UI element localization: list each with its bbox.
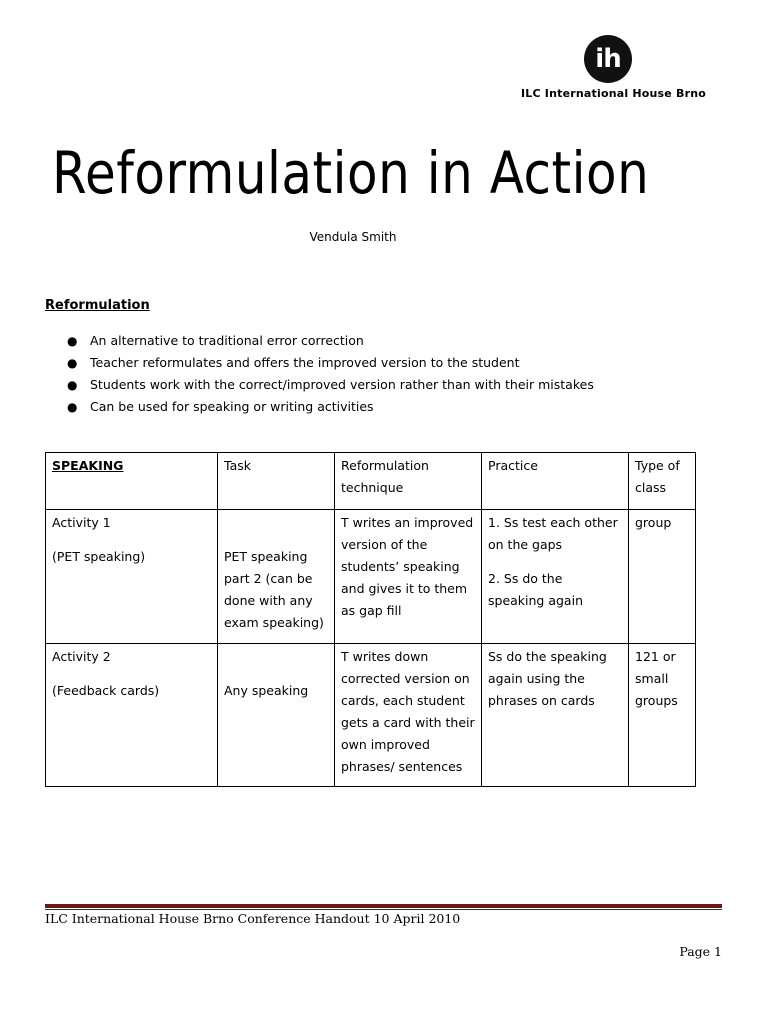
speaking-table [45, 452, 696, 787]
table-row [46, 644, 696, 787]
bullet-icon: ● [67, 334, 78, 348]
bullet-list [45, 330, 594, 418]
table-cell: Any speaking [218, 644, 335, 787]
table-cell: T writes down corrected version on cards, each student gets a card with their own improved phrases/ sentences [335, 644, 482, 787]
table-cell: T writes an improved version of the students’ speaking and gives it to them as gap fill [335, 510, 482, 644]
table-cell: Activity 1 (PET speaking) [46, 510, 218, 644]
author-name: Vendula Smith [309, 230, 397, 244]
table-cell: Activity 2 (Feedback cards) [46, 644, 218, 787]
table-header: SPEAKING [46, 453, 218, 510]
table-cell: Ss do the speaking again using the phrases on cards [482, 644, 629, 787]
table-header: Type of class [629, 453, 696, 510]
bullet-item: ● An alternative to traditional error correction [45, 330, 594, 352]
ih-logo [521, 35, 710, 105]
table-header: Practice [482, 453, 629, 510]
bullet-item: ● Can be used for speaking or writing activities [45, 396, 594, 418]
bullet-icon: ● [67, 400, 78, 414]
table-header: Task [218, 453, 335, 510]
section-heading: Reformulation [45, 298, 150, 313]
bullet-icon: ● [67, 356, 78, 370]
table-header-row [46, 453, 696, 510]
table-cell: 121 or small groups [629, 644, 696, 787]
table-cell: group [629, 510, 696, 644]
table-cell: PET speaking part 2 (can be done with any exam speaking) [218, 510, 335, 644]
ih-logo-mark: ih [584, 35, 632, 83]
bullet-icon: ● [67, 378, 78, 392]
footer-rule-thin [45, 909, 722, 910]
page-number: Page 1 [679, 944, 722, 959]
footer-rule [45, 904, 722, 908]
table-cell: 1. Ss test each other on the gaps 2. Ss do the speaking again [482, 510, 629, 644]
bullet-item: ● Students work with the correct/improved version rather than with their mistakes [45, 374, 594, 396]
table-row [46, 510, 696, 644]
table-header: Reformulation technique [335, 453, 482, 510]
org-name: ILC International House Brno [521, 87, 706, 100]
bullet-item: ● Teacher reformulates and offers the improved version to the student [45, 352, 594, 374]
document-title: Reformulation in Action [52, 140, 650, 207]
footer-text: ILC International House Brno Conference Handout 10 April 2010 [45, 911, 461, 926]
